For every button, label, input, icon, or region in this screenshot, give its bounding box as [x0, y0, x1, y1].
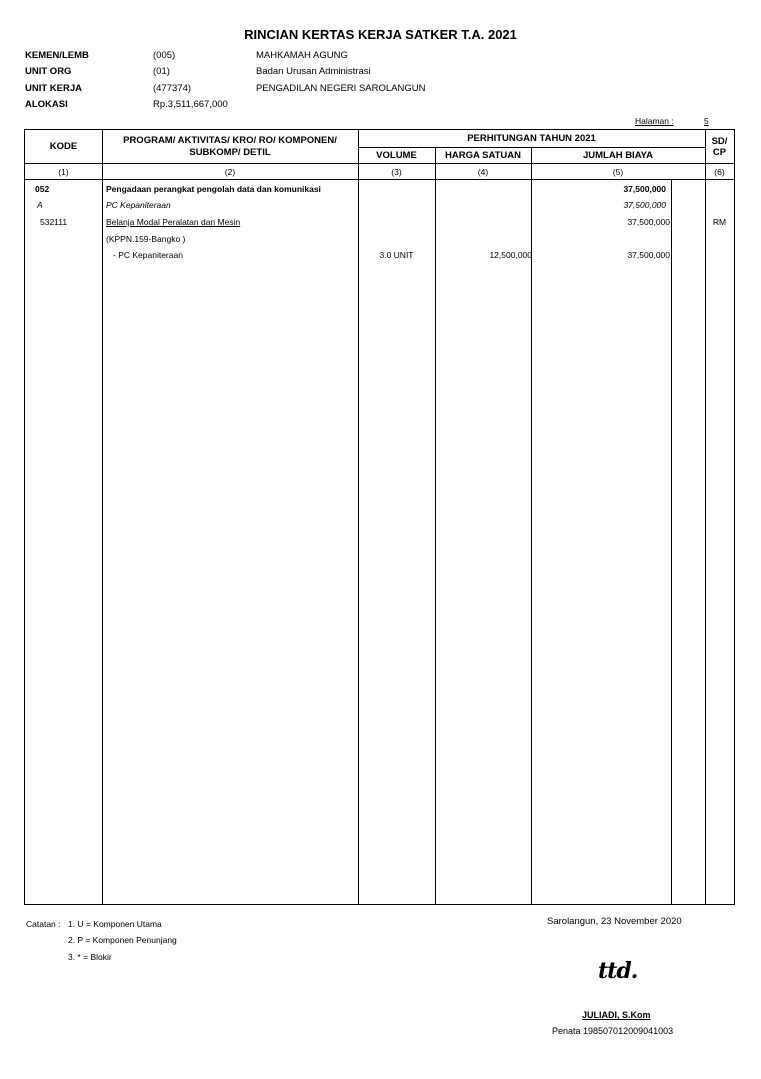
header-label-alokasi: ALOKASI — [25, 99, 68, 110]
header-sdcp-line1: SD/ — [711, 136, 728, 147]
col-number-1: (1) — [58, 167, 69, 177]
header-volume: VOLUME — [376, 150, 417, 161]
signature-ttd: ttd. — [598, 958, 638, 984]
header-program-line1: PROGRAM/ AKTIVITAS/ KRO/ RO/ KOMPONEN/ — [123, 135, 337, 146]
table-row-3-kode: 532111 — [40, 217, 68, 227]
catatan-label: Catatan : — [26, 919, 61, 929]
header-kode: KODE — [49, 141, 78, 152]
header-perhitungan: PERHITUNGAN TAHUN 2021 — [467, 133, 596, 144]
header-label-kemen: KEMEN/LEMB — [25, 50, 89, 61]
signatory-position: Penata 198507012009041003 — [552, 1026, 674, 1036]
table-row-2-jumlah: 37,500,000 — [623, 200, 666, 210]
header-label-unit-kerja: UNIT KERJA — [25, 83, 83, 94]
rincian-table — [24, 129, 735, 905]
catatan-item-3: 3. * = Blokir — [68, 952, 112, 962]
header-code-unit-kerja: (477374) — [153, 83, 192, 94]
col-number-3: (3) — [391, 167, 402, 177]
header-label-unit-org: UNIT ORG — [25, 66, 72, 77]
table-row-1-jumlah: 37,500,000 — [623, 184, 666, 194]
table-row-1-uraian: Pengadaan perangkat pengolah data dan komunikasi — [106, 184, 321, 194]
table-row-5-jumlah: 37,500,000 — [627, 250, 670, 260]
col-number-5: (5) — [612, 167, 624, 177]
table-row-5-harga: 12,500,000 — [489, 250, 532, 260]
table-row-2-kode: A — [37, 200, 43, 210]
table-row-5-volume: 3.0 UNIT — [379, 250, 414, 260]
col-number-6: (6) — [714, 167, 725, 177]
document-title: RINCIAN KERTAS KERJA SATKER T.A. 2021 — [244, 27, 517, 42]
table-row-3-jumlah: 37,500,000 — [627, 217, 670, 227]
table-row-2-uraian: PC Kepaniteraan — [106, 200, 171, 210]
header-name-unit-org: Badan Urusan Administrasi — [256, 66, 371, 77]
halaman-value: 5 — [704, 116, 709, 126]
header-value-alokasi: Rp.3,511,667,000 — [153, 99, 228, 110]
header-harga-satuan: HARGA SATUAN — [445, 150, 521, 161]
header-code-unit-org: (01) — [153, 66, 170, 77]
header-code-kemen: (005) — [153, 50, 176, 61]
table-row-3-sdcp: RM — [712, 217, 727, 227]
catatan-item-1: 1. U = Komponen Utama — [68, 919, 162, 929]
catatan-item-2: 2. P = Komponen Penunjang — [68, 935, 177, 945]
header-name-kemen: MAHKAMAH AGUNG — [256, 50, 348, 61]
signature-place-date: Sarolangun, 23 November 2020 — [547, 916, 682, 927]
header-jumlah-biaya: JUMLAH BIAYA — [582, 150, 654, 161]
table-row-5-uraian: - PC Kepaniteraan — [113, 250, 183, 260]
header-sdcp-line2: CP — [712, 147, 727, 158]
table-row-3-uraian: Belanja Modal Peralatan dan Mesin — [106, 217, 241, 227]
table-row-1-kode: 052 — [35, 184, 50, 194]
signatory-name: JULIADI, S.Kom — [582, 1010, 651, 1020]
header-name-unit-kerja: PENGADILAN NEGERI SAROLANGUN — [256, 83, 426, 94]
header-program-line2: SUBKOMP/ DETIL — [189, 147, 271, 158]
halaman-label: Halaman : — [635, 116, 674, 126]
col-number-2: (2) — [224, 167, 236, 177]
table-row-4-uraian: (KPPN.159-Bangko ) — [106, 234, 186, 244]
col-number-4: (4) — [477, 167, 489, 177]
